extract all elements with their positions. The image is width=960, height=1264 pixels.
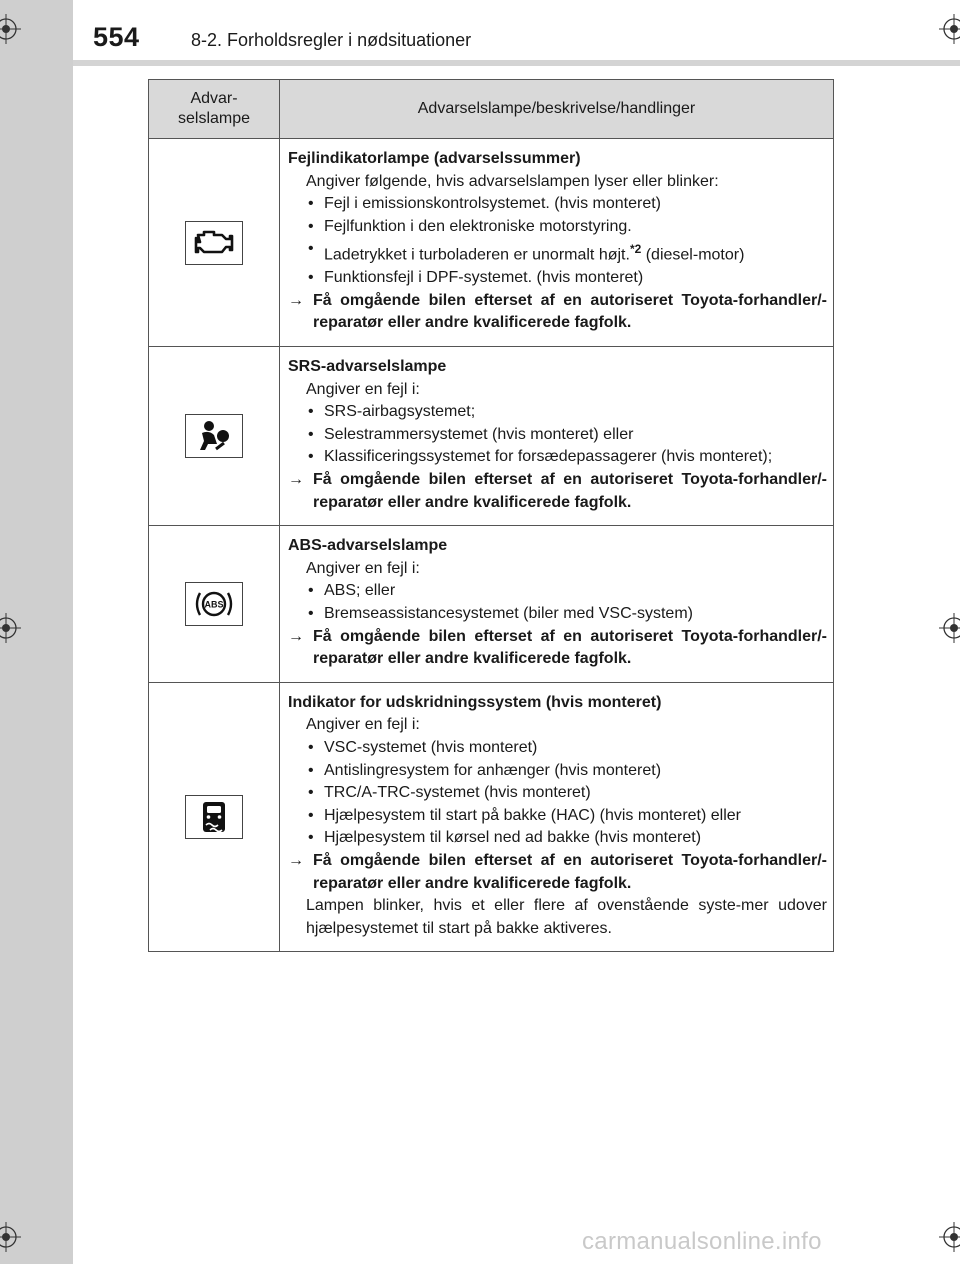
registration-mark-icon: [0, 1222, 21, 1252]
abs-icon: [185, 582, 243, 626]
table-row: SRS-advarselslampe Angiver en fejl i: • SRS-airbagsystemet; • Selestrammersystemet (hvis monteret) eller • Klassificeringssystemet for forsædepassagerer (hvis monteret); → Få omgående bilen efterset af en autoriseret Toyota-forhandler/-reparatør eller andre kvalificerede fagfolk.: [149, 346, 833, 525]
action-text: → Få omgående bilen efterset af en autoriseret Toyota-forhandler/-reparatør eller andre kvalificerede fagfolk.: [288, 626, 827, 671]
col2-header: Advarselslampe/beskrivelse/handlinger: [417, 100, 696, 117]
svg-text:ABS: ABS: [204, 599, 224, 610]
lamp-title: ABS-advarselslampe: [288, 537, 448, 555]
list-item: • VSC-systemet (hvis monteret): [288, 737, 827, 760]
lamp-title: SRS-advarselslampe: [288, 358, 447, 376]
col1-header: Advar- selslampe: [149, 80, 280, 138]
registration-mark-icon: [0, 14, 21, 44]
list-item: • Fejl i emissionskontrolsystemet. (hvis monteret): [288, 193, 827, 216]
note-text: Lampen blinker, hvis et eller flere af ovenstående syste-mer udover hjælpesystemet til start på bakke aktiveres.: [306, 897, 827, 937]
list-item: • TRC/A-TRC-systemet (hvis monteret): [288, 782, 827, 805]
registration-mark-icon: [939, 14, 960, 44]
registration-mark-icon: [0, 613, 21, 643]
action-text: → Få omgående bilen efterset af en autoriseret Toyota-forhandler/-reparatør eller andre kvalificerede fagfolk.: [288, 850, 827, 895]
list-item: • Bremseassistancesystemet (biler med VSC-system): [288, 603, 827, 626]
list-item: • ABS; eller: [288, 580, 827, 603]
action-text: → Få omgående bilen efterset af en autoriseret Toyota-forhandler/-reparatør eller andre kvalificerede fagfolk.: [288, 469, 827, 514]
table-row: ABS ABS-advarselslampe Angiver en fejl i: • ABS; eller • Bremseassistancesystemet (biler med VSC-system) → Få omgående bilen efterset af en autoriseret Toyota-forhandler/-reparatør eller andre kvalificerede fagfolk.: [149, 525, 833, 682]
lamp-title: Fejlindikatorlampe (advarselssummer): [288, 150, 581, 167]
watermark: carmanualsonline.info: [582, 1228, 822, 1255]
list-item: • Antislingresystem for anhænger (hvis monteret): [288, 760, 827, 783]
list-item: • Hjælpesystem til start på bakke (HAC) (hvis monteret) eller: [288, 805, 827, 828]
check-engine-icon: [185, 221, 243, 265]
registration-mark-icon: [939, 613, 960, 643]
header-rule: [73, 60, 960, 66]
action-text: → Få omgående bilen efterset af en autoriseret Toyota-forhandler/-reparatør eller andre kvalificerede fagfolk.: [288, 290, 827, 335]
airbag-icon: [185, 414, 243, 458]
list-item: • SRS-airbagsystemet;: [288, 401, 827, 424]
list-item: • Ladetrykket i turboladeren er unormalt højt.$^{*2}$ (diesel-motor): [288, 238, 827, 267]
section-title: 8-2. Forholdsregler i nødsituationer: [191, 30, 472, 50]
skid-indicator-icon: [185, 795, 243, 839]
table-row: Fejlindikatorlampe (advarselssummer) Angiver følgende, hvis advarselslampen lyser eller blinker: • Fejl i emissionskontrolsystemet. (hvis monteret) • Fejlfunktion i den elektroniske motorstyring. • Ladetrykket i turboladeren er unormalt højt.$^{*2}$ (diesel-motor) • Funktionsfejl i DPF-systemet. (hvis monteret) → Få omgående bilen efterset af en autoriseret Toyota-forhandler/-reparatør eller andre kvalificerede fagfolk.: [149, 138, 833, 346]
list-item: • Funktionsfejl i DPF-systemet. (hvis monteret): [288, 267, 827, 290]
table-row: Indikator for udskridningssystem (hvis monteret) Angiver en fejl i: • VSC-systemet (hvis monteret) • Antislingresystem for anhænger (hvis monteret) • TRC/A-TRC-systemet (hvis monteret) • Hjælpesystem til start på bakke (HAC) (hvis monteret) eller • Hjælpesystem til kørsel ned ad bakke (hvis monteret) → Få omgående bilen efterset af en autoriseret Toyota-forhandler/-reparatør eller andre kvalificerede fagfolk. Lampen blinker, hvis et eller flere af ovenstående syste-mer udover hjælpesystemet til start på bakke aktiveres.: [149, 682, 833, 952]
table-header-row: [149, 80, 833, 138]
warning-lamp-table: [148, 79, 834, 952]
list-item: • Hjælpesystem til kørsel ned ad bakke (hvis monteret): [288, 827, 827, 850]
list-item: • Fejlfunktion i den elektroniske motorstyring.: [288, 216, 827, 239]
lamp-title: Indikator for udskridningssystem (hvis monteret): [288, 693, 662, 711]
registration-mark-icon: [939, 1222, 960, 1252]
list-item: • Selestrammersystemet (hvis monteret) eller: [288, 424, 827, 447]
page-number: 554: [93, 22, 140, 52]
list-item: • Klassificeringssystemet for forsædepassagerer (hvis monteret);: [288, 446, 827, 469]
